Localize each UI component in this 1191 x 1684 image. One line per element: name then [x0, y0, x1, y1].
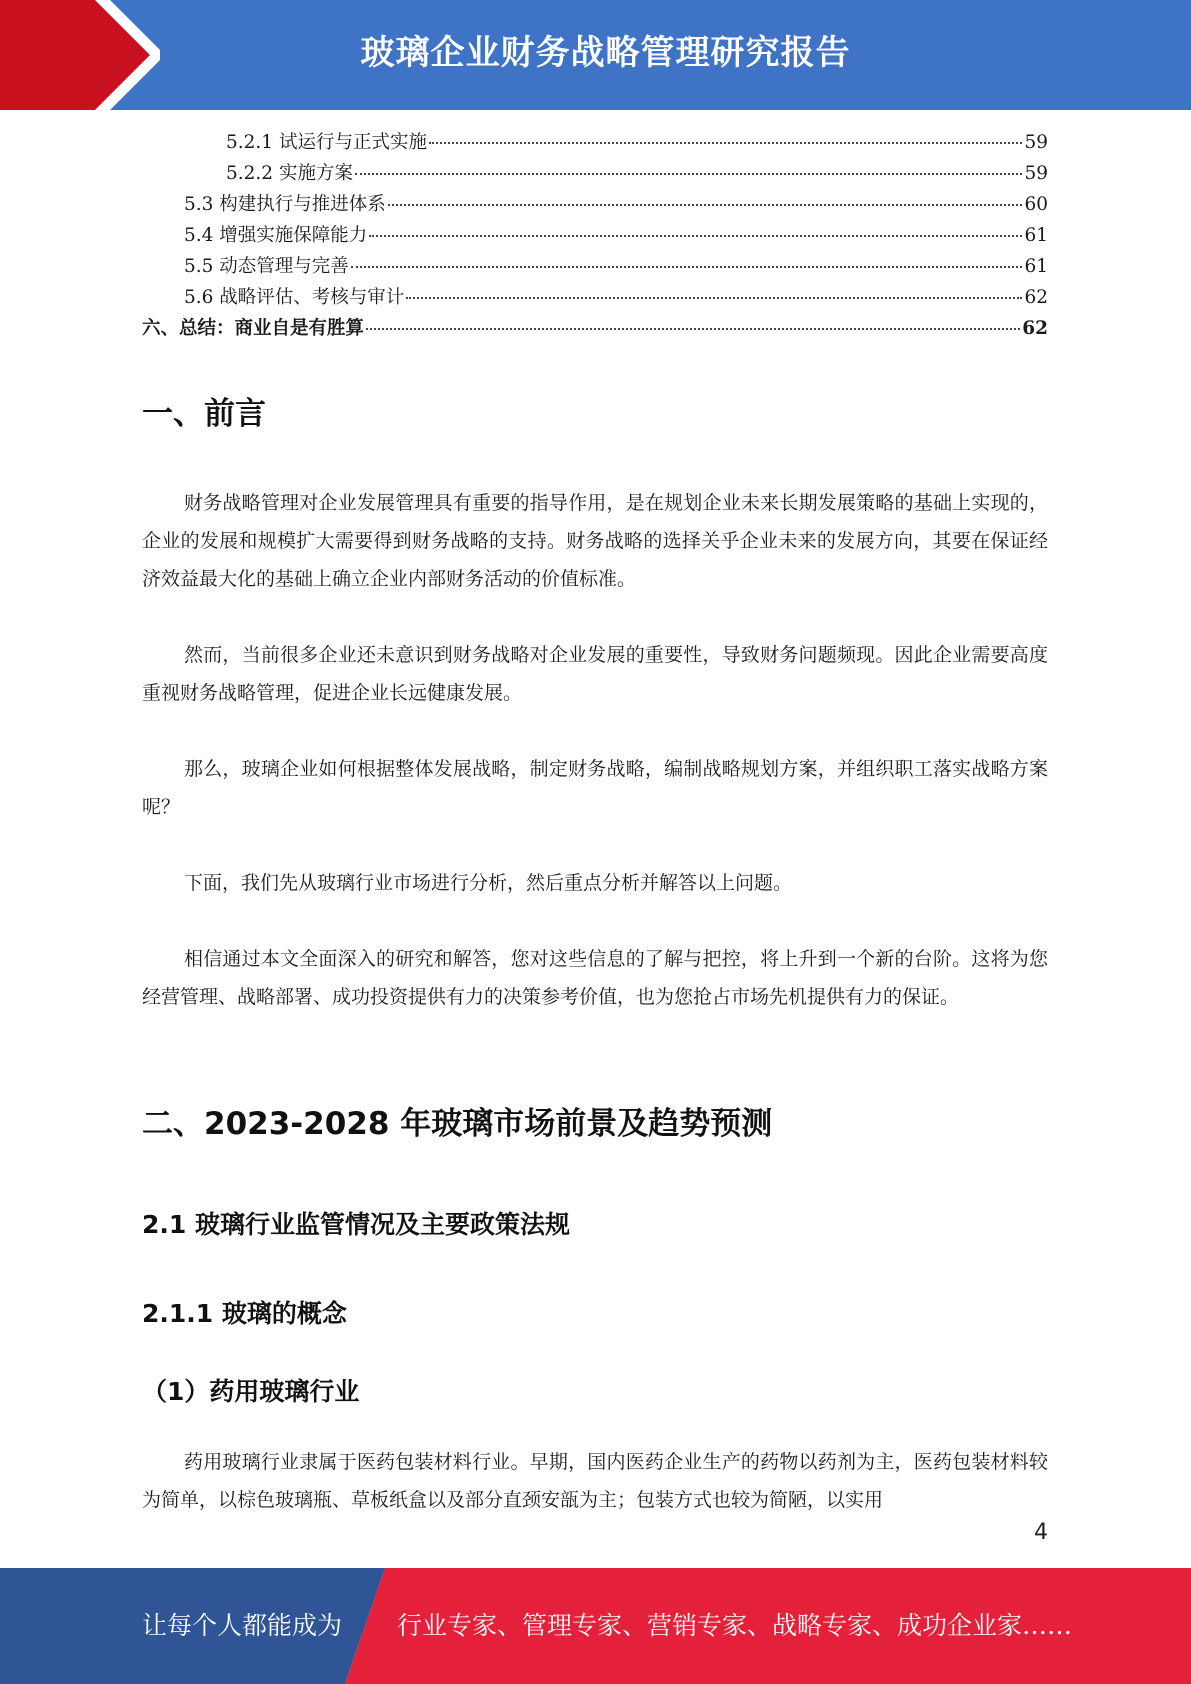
toc-dot-leader: [369, 235, 1022, 237]
preface-paragraph-3: 那么，玻璃企业如何根据整体发展战略，制定财务战略，编制战略规划方案，并组织职工落实战略方案呢？: [142, 758, 1048, 818]
toc-entry-label: 5.6 战略评估、考核与审计: [184, 287, 405, 308]
toc-entry-label: 六、总结：商业自是有胜算: [142, 318, 365, 339]
subsection-pharma-title: （1）药用玻璃行业: [142, 1377, 360, 1406]
toc-dot-leader: [406, 297, 1022, 299]
toc-entry-page: 62: [1024, 287, 1048, 308]
toc-entry-label: 5.4 增强实施保障能力: [184, 225, 368, 246]
subsection-2-1-1-title: 2.1.1 玻璃的概念: [142, 1299, 347, 1328]
footer-slogan-right: 行业专家、管理专家、营销专家、战略专家、成功企业家……: [397, 1611, 1073, 1640]
preface-paragraph-5: 相信通过本文全面深入的研究和解答，您对这些信息的了解与把控，将上升到一个新的台阶。这将为您经营管理、战略部署、成功投资提供有力的决策参考价值，也为您抢占市场先机提供有力的保证。: [142, 948, 1048, 1008]
toc-dot-leader: [429, 142, 1022, 144]
toc-dot-leader: [366, 328, 1020, 330]
preface-paragraph-2: 然而，当前很多企业还未意识到财务战略对企业发展的重要性，导致财务问题频现。因此企业需要高度重视财务战略管理，促进企业长远健康发展。: [142, 644, 1048, 704]
preface-paragraph-1: 财务战略管理对企业发展管理具有重要的指导作用，是在规划企业未来长期发展策略的基础上实现的，企业的发展和规模扩大需要得到财务战略的支持。财务战略的选择关乎企业未来的发展方向，其要在保证经济效益最大化的基础上确立企业内部财务活动的价值标准。: [142, 492, 1048, 590]
section-title-preface: 一、前言: [142, 396, 266, 432]
toc-entry[interactable]: [142, 128, 1048, 159]
toc-dot-leader: [388, 204, 1023, 206]
toc-entry-page: 62: [1022, 318, 1048, 339]
pharma-paragraph: 药用玻璃行业隶属于医药包装材料行业。早期，国内医药企业生产的药物以药剂为主，医药包装材料较为简单，以棕色玻璃瓶、草板纸盒以及部分直颈安瓿为主；包装方式也较为简陋，以实用: [142, 1451, 1048, 1511]
footer-slogan-left: 让每个人都能成为: [142, 1611, 343, 1640]
preface-paragraph-4: 下面，我们先从玻璃行业市场进行分析，然后重点分析并解答以上问题。: [184, 872, 793, 894]
toc-entry[interactable]: [142, 283, 1048, 314]
toc-entry-label: 5.5 动态管理与完善: [184, 256, 349, 277]
subsection-2-1-title: 2.1 玻璃行业监管情况及主要政策法规: [142, 1210, 570, 1239]
toc-entry[interactable]: [142, 159, 1048, 190]
toc-entry[interactable]: [142, 252, 1048, 283]
toc-entry-label: 5.2.2 实施方案: [226, 163, 353, 184]
toc-entry-page: 61: [1024, 256, 1048, 277]
toc-dot-leader: [355, 173, 1023, 175]
report-title: 玻璃企业财务战略管理研究报告: [360, 33, 851, 73]
toc-entry-page: 59: [1024, 132, 1048, 153]
toc-dot-leader: [351, 266, 1023, 268]
page-number: 4: [1034, 1520, 1048, 1545]
toc-entry[interactable]: [142, 190, 1048, 221]
toc-entry-label: 5.2.1 试运行与正式实施: [226, 132, 427, 153]
section-title-market: 二、2023-2028 年玻璃市场前景及趋势预测: [142, 1106, 773, 1142]
table-of-contents: [142, 128, 1048, 345]
toc-entry-page: 59: [1024, 163, 1048, 184]
footer-banner: [0, 1568, 1191, 1684]
toc-entry-page: 60: [1024, 194, 1048, 215]
toc-entry-page: 61: [1024, 225, 1048, 246]
toc-entry[interactable]: [142, 314, 1048, 345]
toc-entry[interactable]: [142, 221, 1048, 252]
toc-entry-label: 5.3 构建执行与推进体系: [184, 194, 386, 215]
header-banner: [0, 0, 1191, 110]
